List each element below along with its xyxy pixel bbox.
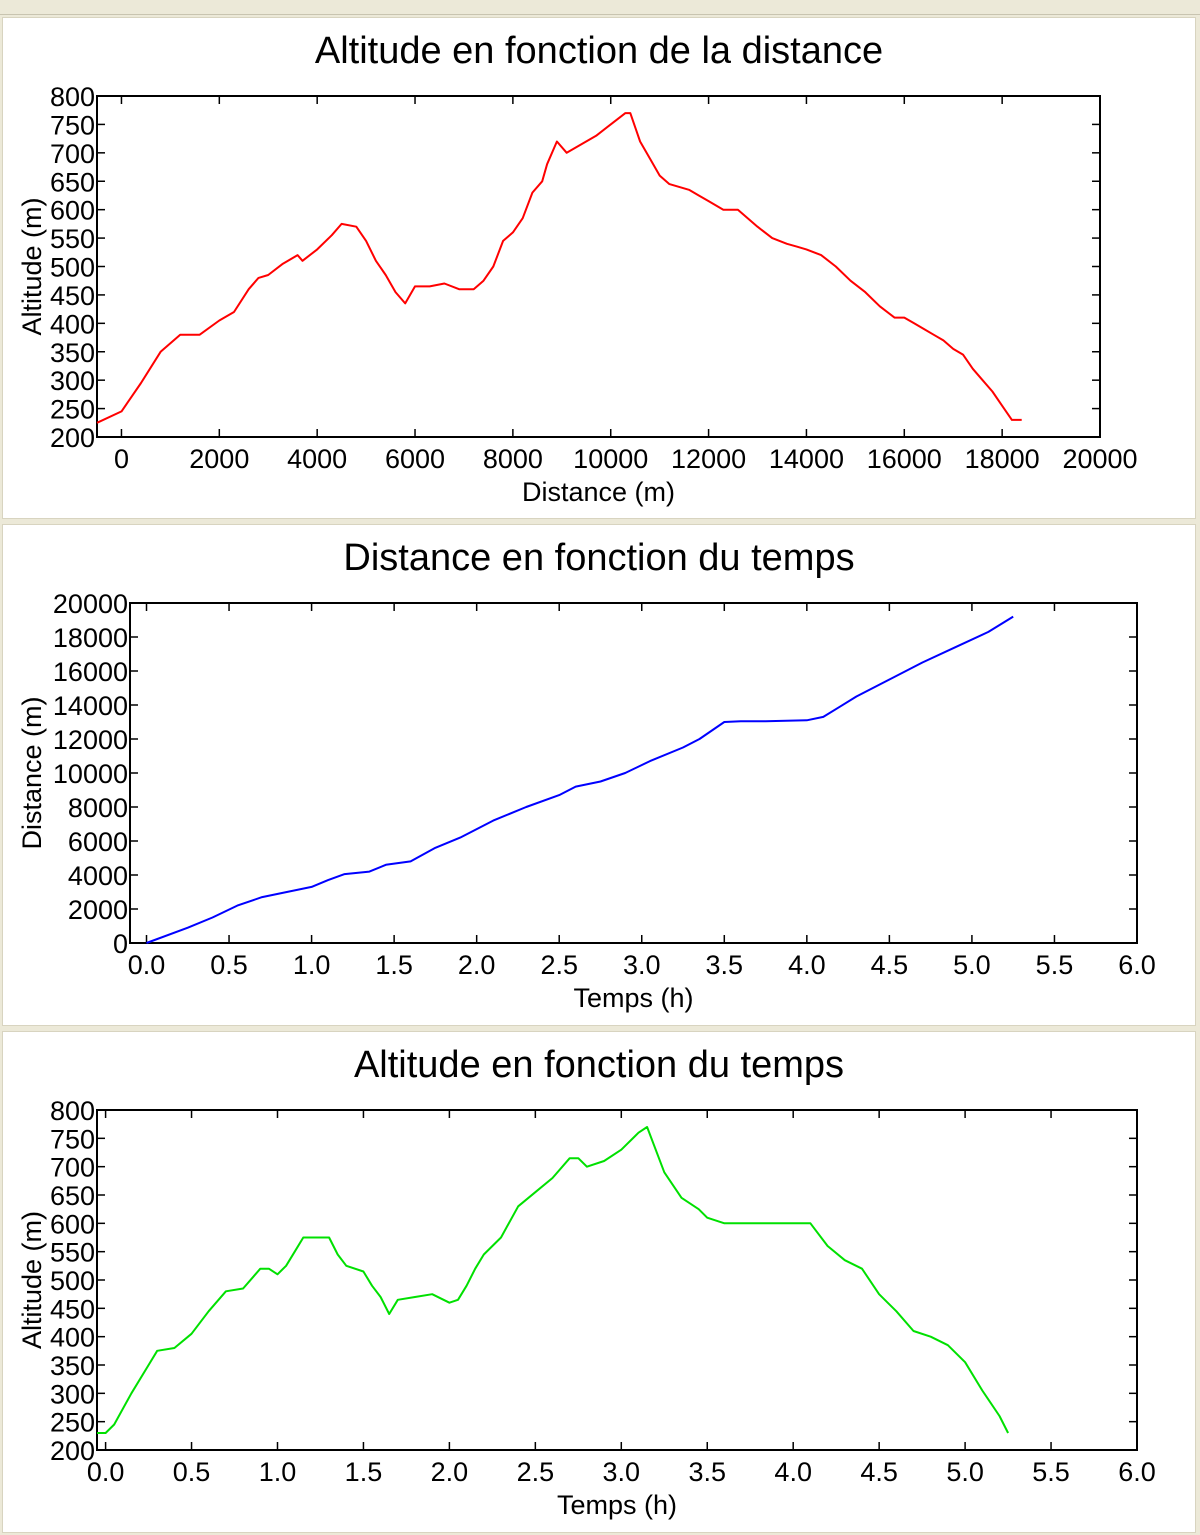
chart-title: Altitude en fonction du temps bbox=[353, 1044, 845, 1086]
x-tick-label: 0.5 bbox=[210, 950, 248, 980]
y-tick-label: 500 bbox=[49, 252, 95, 283]
x-tick-label: 1.5 bbox=[375, 950, 413, 980]
x-tick-label: 18000 bbox=[964, 444, 1040, 474]
x-tick-label: 16000 bbox=[866, 444, 942, 474]
y-axis-label: Altitude (m) bbox=[17, 197, 47, 336]
x-tick-label: 1.0 bbox=[292, 950, 331, 980]
x-tick-label: 5.0 bbox=[946, 1457, 984, 1487]
x-tick-label: 8000 bbox=[482, 444, 543, 474]
y-tick-label: 550 bbox=[49, 224, 95, 255]
y-tick-label: 800 bbox=[49, 1096, 95, 1126]
top-strip bbox=[0, 0, 1200, 15]
y-tick-label: 200 bbox=[49, 1436, 95, 1466]
chart-panel-altitude-distance bbox=[2, 17, 1196, 519]
y-tick-label: 350 bbox=[49, 337, 95, 368]
x-tick-label: 1.5 bbox=[344, 1457, 383, 1487]
y-tick-label: 750 bbox=[49, 110, 95, 141]
x-tick-label: 5.5 bbox=[1035, 950, 1074, 980]
x-tick-label: 6000 bbox=[384, 444, 446, 474]
y-tick-label: 14000 bbox=[52, 691, 128, 721]
y-tick-label: 700 bbox=[49, 138, 95, 169]
x-tick-label: 6.0 bbox=[1118, 1457, 1156, 1487]
y-tick-label: 8000 bbox=[67, 793, 128, 823]
y-tick-label: 500 bbox=[49, 1266, 95, 1296]
y-tick-label: 600 bbox=[49, 195, 95, 226]
x-tick-label: 14000 bbox=[768, 444, 844, 474]
y-tick-label: 6000 bbox=[67, 827, 128, 857]
y-tick-label: 4000 bbox=[67, 861, 128, 891]
x-tick-label: 20000 bbox=[1062, 444, 1138, 474]
x-tick-label: 2.5 bbox=[540, 950, 578, 980]
plot-frame bbox=[97, 96, 1100, 437]
x-tick-label: 3.0 bbox=[622, 950, 661, 980]
x-tick-label: 4.5 bbox=[860, 1457, 898, 1487]
x-tick-label: 5.5 bbox=[1032, 1457, 1070, 1487]
y-tick-label: 450 bbox=[49, 1294, 95, 1325]
chart-title: Distance en fonction du temps bbox=[343, 537, 855, 579]
chart-panel-altitude-time bbox=[2, 1031, 1196, 1533]
plot-frame bbox=[97, 1110, 1137, 1450]
chart-plot-altitude-distance bbox=[3, 18, 1195, 518]
x-tick-label: 3.5 bbox=[705, 950, 744, 980]
x-tick-label: 0.5 bbox=[172, 1457, 211, 1487]
x-tick-label: 4.0 bbox=[788, 950, 826, 980]
x-tick-label: 5.0 bbox=[953, 950, 991, 980]
chart-plot-distance-time bbox=[3, 525, 1195, 1025]
x-tick-label: 4.0 bbox=[774, 1457, 812, 1487]
y-tick-label: 750 bbox=[49, 1124, 95, 1155]
plot-frame bbox=[130, 603, 1137, 943]
x-tick-label: 10000 bbox=[573, 444, 649, 474]
y-tick-label: 2000 bbox=[67, 895, 128, 925]
y-tick-label: 300 bbox=[49, 1379, 95, 1410]
y-tick-label: 12000 bbox=[52, 725, 128, 755]
y-tick-label: 200 bbox=[49, 423, 95, 453]
y-tick-label: 650 bbox=[49, 1181, 95, 1211]
x-tick-label: 2.0 bbox=[430, 1457, 469, 1487]
y-tick-label: 250 bbox=[49, 1407, 95, 1438]
x-tick-label: 2000 bbox=[189, 444, 250, 474]
y-tick-label: 800 bbox=[49, 82, 95, 112]
y-tick-label: 350 bbox=[49, 1351, 95, 1381]
chart-panel-distance-time bbox=[2, 524, 1196, 1026]
x-tick-label: 0.0 bbox=[127, 950, 166, 980]
x-tick-label: 12000 bbox=[671, 444, 747, 474]
y-tick-label: 400 bbox=[49, 1322, 95, 1353]
y-tick-label: 700 bbox=[49, 1152, 95, 1183]
y-axis-label: Distance (m) bbox=[17, 696, 47, 850]
y-tick-label: 20000 bbox=[52, 589, 128, 619]
x-axis-label: Temps (h) bbox=[573, 983, 694, 1013]
y-tick-label: 16000 bbox=[52, 657, 128, 687]
y-tick-label: 250 bbox=[49, 394, 95, 425]
x-tick-label: 0.0 bbox=[86, 1457, 125, 1487]
y-tick-label: 400 bbox=[49, 309, 95, 340]
y-tick-label: 10000 bbox=[52, 759, 128, 789]
x-tick-label: 1.0 bbox=[258, 1457, 297, 1487]
chart-plot-altitude-time bbox=[3, 1032, 1195, 1532]
y-tick-label: 0 bbox=[112, 929, 128, 959]
y-tick-label: 300 bbox=[49, 366, 95, 397]
x-tick-label: 2.0 bbox=[457, 950, 496, 980]
y-tick-label: 550 bbox=[49, 1237, 95, 1268]
y-tick-label: 600 bbox=[49, 1209, 95, 1240]
x-tick-label: 0 bbox=[113, 444, 129, 474]
y-tick-label: 650 bbox=[49, 167, 95, 198]
x-tick-label: 3.5 bbox=[688, 1457, 727, 1487]
x-axis-label: Temps (h) bbox=[556, 1490, 678, 1520]
chart-title: Altitude en fonction de la distance bbox=[314, 30, 884, 72]
x-tick-label: 4000 bbox=[287, 444, 348, 474]
y-tick-label: 18000 bbox=[52, 623, 128, 653]
x-tick-label: 6.0 bbox=[1118, 950, 1156, 980]
x-axis-label: Distance (m) bbox=[521, 477, 676, 507]
y-axis-label: Altitude (m) bbox=[17, 1210, 47, 1350]
x-tick-label: 2.5 bbox=[516, 1457, 555, 1487]
y-tick-label: 450 bbox=[49, 280, 95, 311]
x-tick-label: 4.5 bbox=[870, 950, 909, 980]
x-tick-label: 3.0 bbox=[602, 1457, 641, 1487]
